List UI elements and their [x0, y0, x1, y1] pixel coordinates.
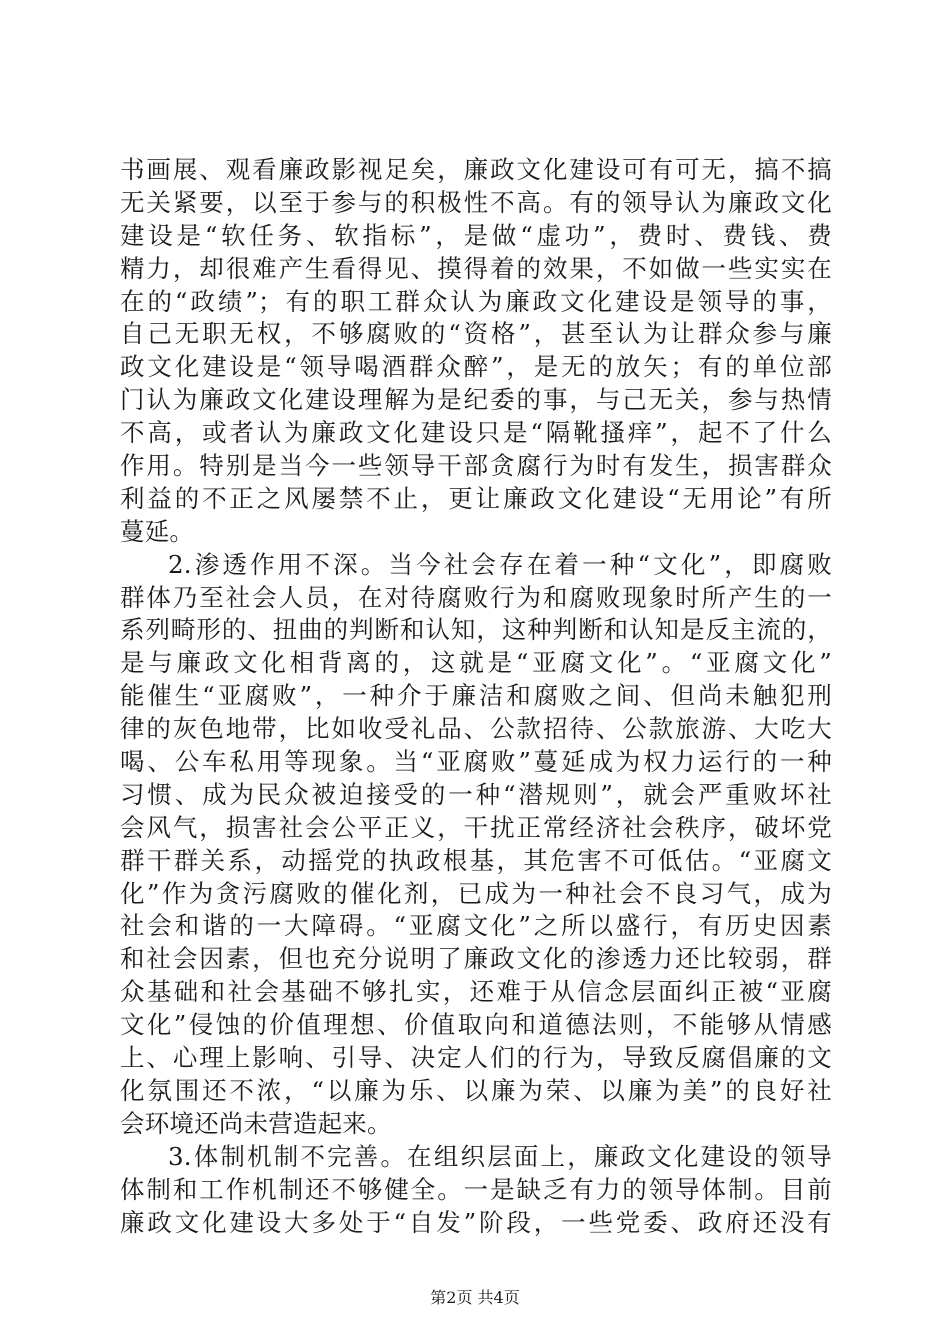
text-line: 门认为廉政文化建设理解为是纪委的事，与己无关，参与热情: [120, 385, 832, 415]
text-line: 律的灰色地带，比如收受礼品、公款招待、公款旅游、大吃大: [120, 714, 832, 744]
page-number-footer: 第2页 共4页: [430, 1288, 520, 1307]
text-line: 喝、公车私用等现象。当“亚腐败”蔓延成为权力运行的一种: [120, 747, 832, 777]
text-line: 习惯、成为民众被迫接受的一种“潜规则”，就会严重败坏社: [120, 779, 832, 809]
paragraph-start-line: 2.渗透作用不深。当今社会存在着一种“文化”，即腐败: [168, 549, 832, 579]
text-line: 在的“政绩”；有的职工群众认为廉政文化建设是领导的事，: [120, 286, 832, 316]
text-line: 无关紧要，以至于参与的积极性不高。有的领导认为廉政文化: [120, 187, 832, 217]
text-line: 作用。特别是当今一些领导干部贪腐行为时有发生，损害群众: [120, 451, 832, 481]
document-body: [120, 154, 832, 1239]
text-line: 利益的不正之风屡禁不止，更让廉政文化建设“无用论”有所: [120, 483, 832, 513]
text-line: 化”作为贪污腐败的催化剂，已成为一种社会不良习气，成为: [120, 878, 832, 908]
text-line: 体制和工作机制还不够健全。一是缺乏有力的领导体制。目前: [120, 1174, 832, 1204]
text-line: 群干群关系，动摇党的执政根基，其危害不可低估。“亚腐文: [120, 845, 832, 875]
text-line: 自己无职无权，不够腐败的“资格”，甚至认为让群众参与廉: [120, 319, 832, 349]
text-line: 廉政文化建设大多处于“自发”阶段，一些党委、政府还没有: [120, 1207, 832, 1237]
text-line: 建设是“软任务、软指标”，是做“虚功”，费时、费钱、费: [120, 220, 832, 250]
text-line: 社会和谐的一大障碍。“亚腐文化”之所以盛行，有历史因素: [120, 911, 832, 941]
text-line: 是与廉政文化相背离的，这就是“亚腐文化”。“亚腐文化”: [120, 648, 832, 678]
text-line: 能催生“亚腐败”，一种介于廉洁和腐败之间、但尚未触犯刑: [120, 681, 832, 711]
text-line: 不高，或者认为廉政文化建设只是“隔靴搔痒”，起不了什么: [120, 418, 832, 448]
text-line: 文化”侵蚀的价值理想、价值取向和道德法则，不能够从情感: [120, 1010, 832, 1040]
text-line: 政文化建设是“领导喝酒群众醉”，是无的放矢；有的单位部: [120, 352, 832, 382]
text-line: 化氛围还不浓，“以廉为乐、以廉为荣、以廉为美”的良好社: [120, 1075, 832, 1105]
paragraph-start-line: 3.体制机制不完善。在组织层面上，廉政文化建设的领导: [168, 1141, 832, 1171]
paragraph-end-line: 会环境还尚未营造起来。: [120, 1108, 392, 1138]
text-line: 精力，却很难产生看得见、摸得着的效果，不如做一些实实在: [120, 253, 832, 283]
text-line: 书画展、观看廉政影视足矣，廉政文化建设可有可无，搞不搞: [120, 155, 832, 184]
text-line: 群体乃至社会人员，在对待腐败行为和腐败现象时所产生的一: [120, 582, 832, 612]
text-line: 系列畸形的、扭曲的判断和认知，这种判断和认知是反主流的，: [120, 615, 832, 645]
text-line: 和社会因素，但也充分说明了廉政文化的渗透力还比较弱，群: [120, 944, 832, 974]
text-line: 众基础和社会基础不够扎实，还难于从信念层面纠正被“亚腐: [120, 977, 832, 1007]
paragraph-end-line: 蔓延。: [120, 516, 195, 546]
text-line: 上、心理上影响、引导、决定人们的行为，导致反腐倡廉的文: [120, 1043, 832, 1073]
text-line: 会风气，损害社会公平正义，干扰正常经济社会秩序，破坏党: [120, 812, 832, 842]
